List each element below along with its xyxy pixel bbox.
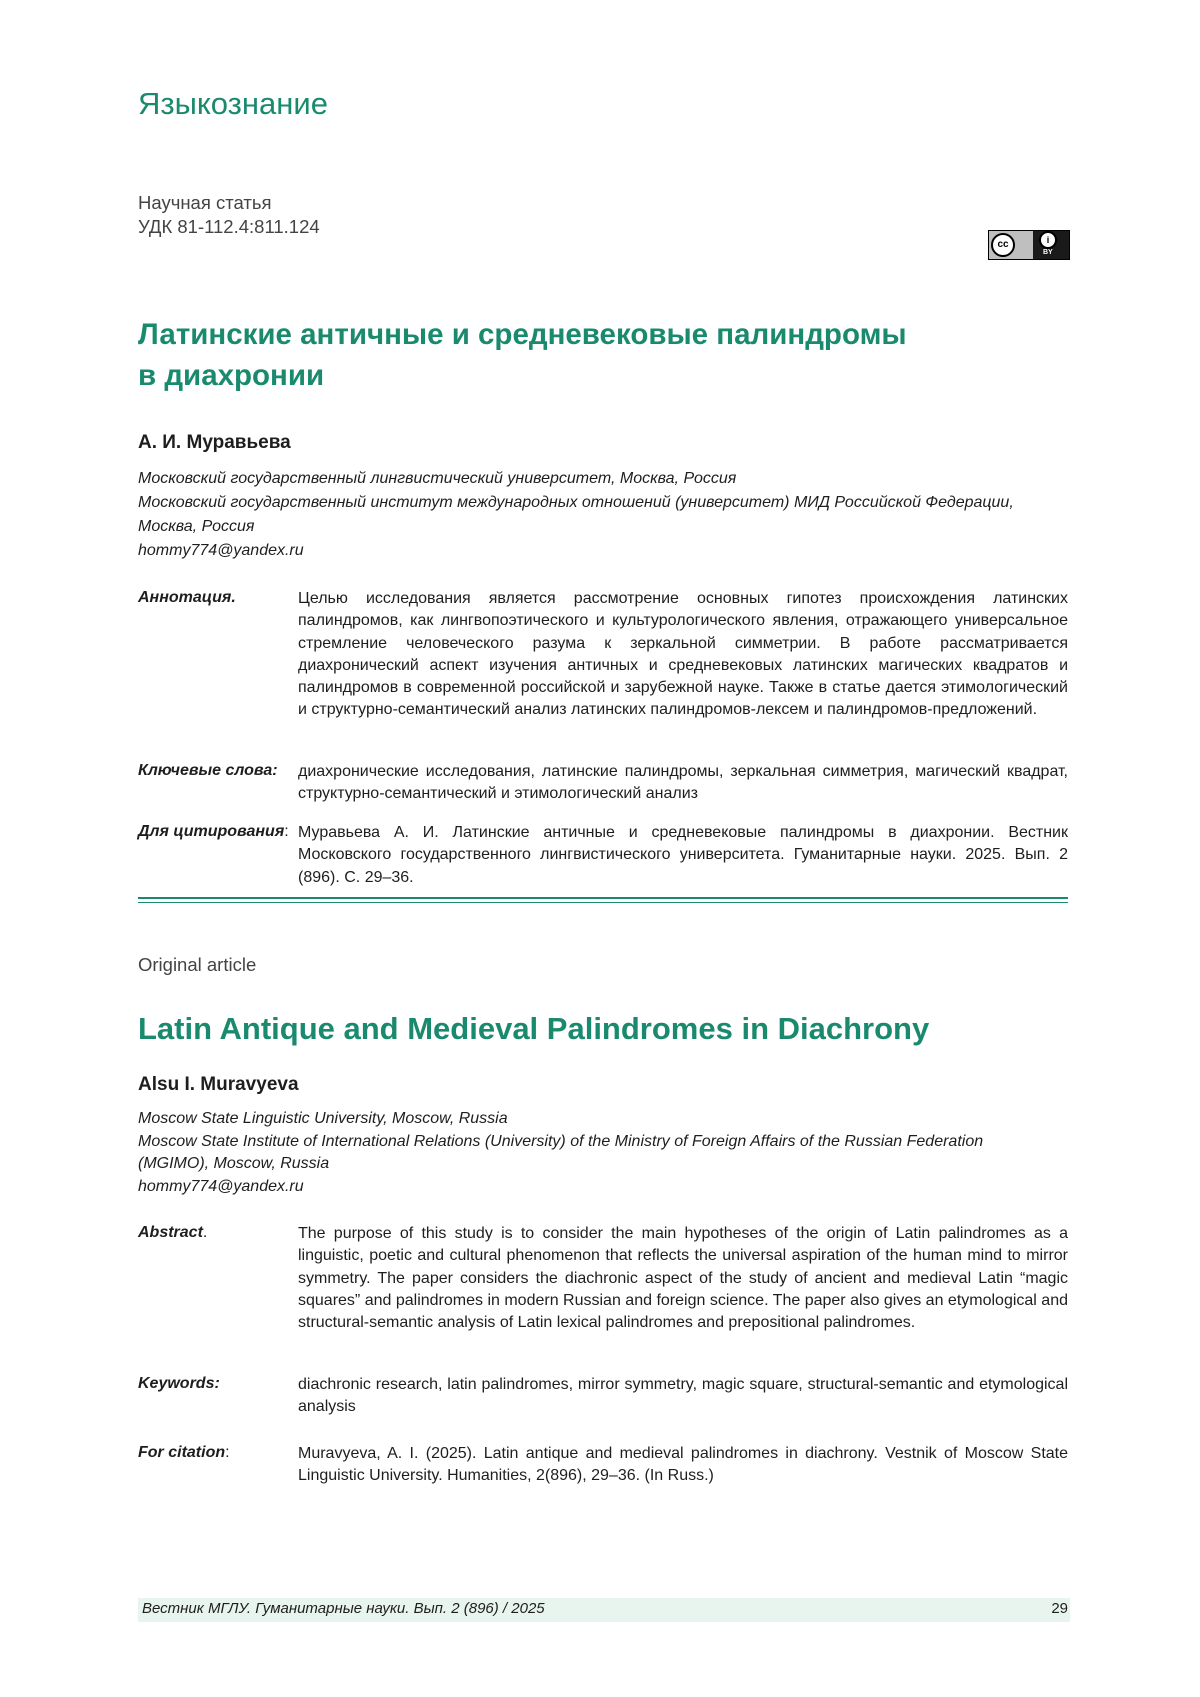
abstract-dot-en: . [203,1224,207,1241]
abstract-label-ru: Аннотация. [138,589,236,607]
attribution-person-icon: i [1039,231,1057,249]
author-en: Alsu I. Muravyeva [138,1074,299,1096]
abstract-label-en [138,1224,207,1242]
email-en[interactable]: hommy774@yandex.ru [138,1176,1068,1199]
affiliations-en [138,1108,1068,1198]
citation-label-en [138,1444,230,1462]
affiliations-ru [138,467,1068,563]
article-type-en: Original article [138,954,256,976]
article-title-ru [138,314,1038,396]
citation-en: Muravyeva, A. I. (2025). Latin antique and medieval palindromes in diachrony. Vestnik of Moscow State Linguistic University. Humanities, 2(896), 29–36. (In Russ.) [298,1443,1068,1488]
keywords-en: diachronic research, latin palindromes, mirror symmetry, magic square, structural-semantic and etymological analysis [298,1374,1068,1419]
title-ru-line1: Латинские античные и средневековые палиндромы [138,314,1038,355]
cc-license-part [989,231,1033,259]
abstract-ru: Целью исследования является рассмотрение основных гипотез происхождения латинских палиндромов, как лингвопоэтического и культурологического явления, отражающего универсальное стремление человеческого разума к зеркальной симметрии. В работе рассматривается диахронический аспект изучения античных и средневековых латинских магических квадратов и палиндромов в современной российской и зарубежной науке. Также в статье дается этимологический и структурно-семантический анализ латинских палиндромов-лексем и палиндромов-предложений. [298,588,1068,722]
article-type-ru: Научная статья [138,192,272,214]
section-divider-thin [138,902,1068,903]
citation-label-ru-text: Для цитирования [138,823,284,840]
title-ru-line2: в диахронии [138,355,1038,396]
email-ru[interactable]: hommy774@yandex.ru [138,539,1068,563]
affiliation-en-3: (MGIMO), Moscow, Russia [138,1153,1068,1176]
citation-label-ru [138,823,289,841]
affiliation-en-1: Moscow State Linguistic University, Moscow, Russia [138,1108,1068,1131]
citation-ru: Муравьева А. И. Латинские античные и средневековые палиндромы в диахронии. Вестник Московского государственного лингвистического университета. Гуманитарные науки. 2025. Вып. 2 (896). С. 29–36. [298,822,1068,889]
cc-by-icon[interactable] [988,230,1070,260]
by-label: BY [1043,249,1053,256]
citation-colon-en: : [225,1444,229,1461]
abstract-en: The purpose of this study is to consider the main hypotheses of the origin of Latin palindromes as a linguistic, poetic and cultural phenomenon that reflects the universal aspiration of the human mind to mirror symmetry. The paper considers the diachronic aspect of the study of ancient and medieval Latin “magic squares” and palindromes in modern Russian and foreign science. The paper also gives an etymological and structural-semantic analysis of Latin lexical palindromes and prepositional palindromes. [298,1223,1068,1334]
article-title-en: Latin Antique and Medieval Palindromes in Diachrony [138,1011,929,1047]
section-divider [138,897,1068,899]
udc-code: УДК 81-112.4:811.124 [138,216,320,238]
affiliation-ru-3: Москва, Россия [138,515,1068,539]
keywords-label-en: Keywords: [138,1375,220,1393]
section-title: Языкознание [138,86,328,122]
citation-label-en-text: For citation [138,1444,225,1461]
affiliation-en-2: Moscow State Institute of International Relations (University) of the Ministry of Foreign Affairs of the Russian Federation [138,1131,1068,1154]
keywords-label-ru: Ключевые слова: [138,762,278,780]
affiliation-ru-2: Московский государственный институт международных отношений (университет) МИД Российской Федерации, [138,491,1068,515]
footer-journal: Вестник МГЛУ. Гуманитарные науки. Вып. 2 (896) / 2025 [142,1600,545,1617]
affiliation-ru-1: Московский государственный лингвистический университет, Москва, Россия [138,467,1068,491]
citation-colon-ru: : [284,823,288,840]
cc-icon: cc [991,233,1015,257]
abstract-label-en-text: Abstract [138,1224,203,1241]
page-number: 29 [1048,1600,1068,1617]
keywords-ru: диахронические исследования, латинские палиндромы, зеркальная симметрия, магический квадрат, структурно-семантический и этимологический анализ [298,761,1068,806]
author-ru: А. И. Муравьева [138,432,291,454]
